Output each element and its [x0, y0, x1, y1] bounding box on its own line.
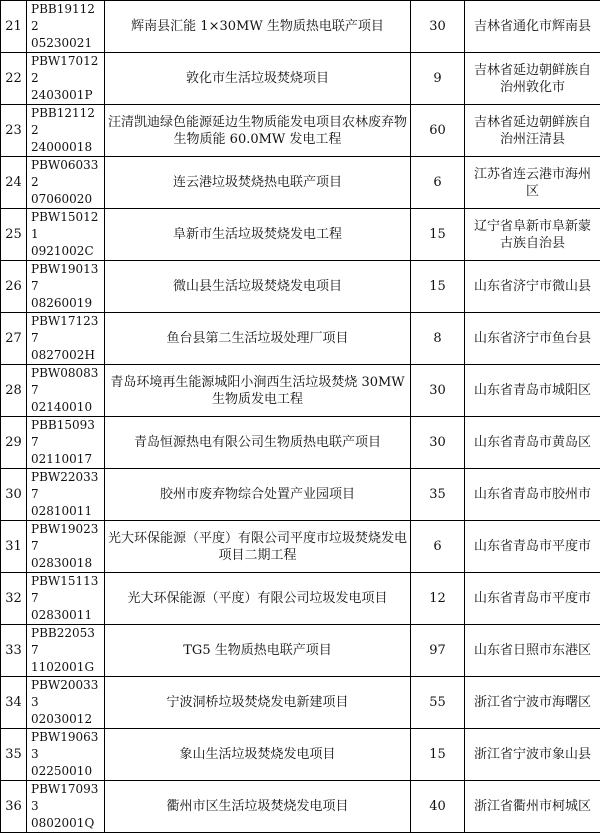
project-location: 山东省青岛市黄岛区 — [465, 417, 600, 469]
table-row — [1, 105, 600, 157]
project-name: 象山生活垃圾焚烧发电项目 — [105, 729, 411, 781]
project-code: PBW060332 07060020 — [27, 157, 105, 209]
project-name: 汪清凯迪绿色能源延边生物质能发电项目农林废弃物生物质能 60.0MW 发电工程 — [105, 105, 411, 157]
project-capacity: 6 — [411, 521, 465, 573]
project-location: 山东省青岛市平度市 — [465, 521, 600, 573]
project-location: 浙江省宁波市海曙区 — [465, 677, 600, 729]
table-row — [1, 157, 600, 209]
row-index: 34 — [1, 677, 27, 729]
project-capacity: 55 — [411, 677, 465, 729]
project-location: 山东省济宁市微山县 — [465, 261, 600, 313]
row-index: 26 — [1, 261, 27, 313]
project-code: PBW080837 02140010 — [27, 365, 105, 417]
table-row — [1, 521, 600, 573]
project-code: PBW190137 08260019 — [27, 261, 105, 313]
row-index: 33 — [1, 625, 27, 677]
project-name: 微山县生活垃圾焚烧发电项目 — [105, 261, 411, 313]
project-capacity: 6 — [411, 157, 465, 209]
project-code: PBB150937 02110017 — [27, 417, 105, 469]
row-index: 24 — [1, 157, 27, 209]
row-index: 28 — [1, 365, 27, 417]
project-location: 江苏省连云港市海州区 — [465, 157, 600, 209]
row-index: 36 — [1, 781, 27, 833]
project-code: PBB121122 24000018 — [27, 105, 105, 157]
project-code: PBB220537 1102001G — [27, 625, 105, 677]
project-name: 青岛恒源热电有限公司生物质热电联产项目 — [105, 417, 411, 469]
project-code: PBW220337 02810011 — [27, 469, 105, 521]
table-row — [1, 261, 600, 313]
table-row — [1, 417, 600, 469]
project-location: 吉林省延边朝鲜族自治州汪清县 — [465, 105, 600, 157]
project-capacity: 12 — [411, 573, 465, 625]
row-index: 22 — [1, 53, 27, 105]
project-name: 鱼台县第二生活垃圾处理厂项目 — [105, 313, 411, 365]
table-row — [1, 625, 600, 677]
row-index: 31 — [1, 521, 27, 573]
project-location: 山东省青岛市胶州市 — [465, 469, 600, 521]
project-location: 辽宁省阜新市阜新蒙古族自治县 — [465, 209, 600, 261]
project-location: 山东省青岛市城阳区 — [465, 365, 600, 417]
row-index: 21 — [1, 1, 27, 53]
row-index: 23 — [1, 105, 27, 157]
project-code: PBW151137 02830011 — [27, 573, 105, 625]
project-location: 吉林省延边朝鲜族自治州敦化市 — [465, 53, 600, 105]
project-name: 衢州市区生活垃圾焚烧发电项目 — [105, 781, 411, 833]
row-index: 29 — [1, 417, 27, 469]
project-capacity: 30 — [411, 417, 465, 469]
project-code: PBW190633 02250010 — [27, 729, 105, 781]
project-code: PBW170933 0802001Q — [27, 781, 105, 833]
project-location: 山东省青岛市平度市 — [465, 573, 600, 625]
project-code: PBB191122 05230021 — [27, 1, 105, 53]
table-row — [1, 365, 600, 417]
table-row — [1, 209, 600, 261]
project-name: TG5 生物质热电联产项目 — [105, 625, 411, 677]
project-name: 光大环保能源（平度）有限公司平度市垃圾焚烧发电项目二期工程 — [105, 521, 411, 573]
row-index: 35 — [1, 729, 27, 781]
project-name: 光大环保能源（平度）有限公司垃圾发电项目 — [105, 573, 411, 625]
project-name: 敦化市生活垃圾焚烧项目 — [105, 53, 411, 105]
table-body — [1, 1, 600, 833]
project-location: 浙江省宁波市象山县 — [465, 729, 600, 781]
row-index: 27 — [1, 313, 27, 365]
project-code: PBW170122 2403001P — [27, 53, 105, 105]
project-capacity: 9 — [411, 53, 465, 105]
table-row — [1, 573, 600, 625]
project-name: 辉南县汇能 1×30MW 生物质热电联产项目 — [105, 1, 411, 53]
table-row — [1, 53, 600, 105]
project-name: 连云港垃圾焚烧热电联产项目 — [105, 157, 411, 209]
project-capacity: 35 — [411, 469, 465, 521]
row-index: 30 — [1, 469, 27, 521]
project-capacity: 8 — [411, 313, 465, 365]
project-capacity: 40 — [411, 781, 465, 833]
table-row — [1, 677, 600, 729]
table-row — [1, 729, 600, 781]
project-code: PBW200333 02030012 — [27, 677, 105, 729]
table-row — [1, 313, 600, 365]
project-name: 青岛环境再生能源城阳小涧西生活垃圾焚烧 30MW 生物质发电工程 — [105, 365, 411, 417]
project-name: 宁波洞桥垃圾焚烧发电新建项目 — [105, 677, 411, 729]
project-capacity: 60 — [411, 105, 465, 157]
project-location: 山东省济宁市鱼台县 — [465, 313, 600, 365]
project-capacity: 15 — [411, 729, 465, 781]
project-capacity: 15 — [411, 209, 465, 261]
project-capacity: 30 — [411, 1, 465, 53]
project-location: 山东省日照市东港区 — [465, 625, 600, 677]
row-index: 25 — [1, 209, 27, 261]
row-index: 32 — [1, 573, 27, 625]
table-row — [1, 1, 600, 53]
project-name: 阜新市生活垃圾焚烧发电工程 — [105, 209, 411, 261]
project-code: PBW150121 0921002C — [27, 209, 105, 261]
project-location: 吉林省通化市辉南县 — [465, 1, 600, 53]
project-location: 浙江省衢州市柯城区 — [465, 781, 600, 833]
table-row — [1, 781, 600, 833]
project-capacity: 97 — [411, 625, 465, 677]
project-name: 胶州市废弃物综合处置产业园项目 — [105, 469, 411, 521]
project-code: PBW190237 02830018 — [27, 521, 105, 573]
project-capacity: 15 — [411, 261, 465, 313]
project-code: PBW171237 0827002H — [27, 313, 105, 365]
table-row — [1, 469, 600, 521]
project-capacity: 30 — [411, 365, 465, 417]
